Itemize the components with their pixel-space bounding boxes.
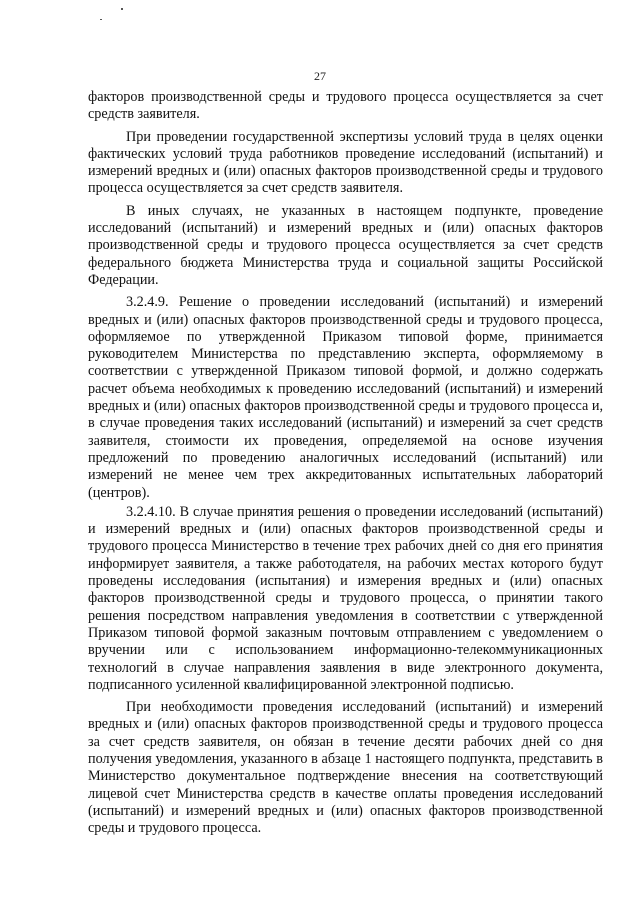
paragraph-state-expertise: При проведении государственной экспертизы условий труда в целях оценки фактических условий труда работников проведение исследований (испытаний) и измерений вредных и (или) опасных факторов производственной среды и трудового процесса осуществляется за счет средств заявителя. <box>88 128 603 197</box>
paragraph-other-cases: В иных случаях, не указанных в настоящем подпункте, проведение исследований (испытаний) и измерений вредных и (или) опасных факторов производственной среды и трудового процесса осуществляется за счет средств федерального бюджета Министерства труда и социальной защиты Российской Федерации. <box>88 202 603 288</box>
scan-speck <box>100 19 102 20</box>
paragraph-3-2-4-9: 3.2.4.9. Решение о проведении исследований (испытаний) и измерений вредных и (или) опасных факторов производственной среды и трудового процесса, оформляемое по утвержденной Приказом типовой форме, принимается руководителем Министерства по представлению эксперта, оформляемому в соответствии с утвержденной Приказом типовой формой, и должно содержать расчет объема необходимых к проведению исследований (испытаний) и измерений вредных и (или) опасных факторов производственной среды и трудового процесса и, в случае проведения таких исследований (испытаний) и измерений за счет средств заявителя, стоимости их проведения, определяемой на основе изучения предложений по проведению аналогичных исследований (испытаний) или измерений не менее чем трех аккредитованных испытательных лабораторий (центров). <box>88 294 603 501</box>
page-number: 27 <box>314 69 326 83</box>
paragraph-3-2-4-10: 3.2.4.10. В случае принятия решения о проведении исследований (испытаний) и измерений вредных и (или) опасных факторов производственной среды и трудового процесса Министерство в течение трех рабочих дней со дня его принятия информирует заявителя, а также работодателя, на рабочих местах которого будут проведены исследования (испытания) и измерения вредных и (или) опасных факторов производственной среды и трудового процесса, о принятии такого решения посредством направления уведомления в соответствии с утвержденной Приказом типовой формой заказным почтовым отправлением с уведомлением о вручении или с использованием информационно-телекоммуникационных технологий в случае направления заявления в виде электронного документа, подписанного усиленной квалифицированной электронной подписью. <box>88 503 603 693</box>
document-body <box>88 89 603 842</box>
paragraph-continuation: факторов производственной среды и трудового процесса осуществляется за счет средств заявителя. <box>88 89 603 123</box>
paragraph-applicant-payment: При необходимости проведения исследований (испытаний) и измерений вредных и (или) опасных факторов производственной среды и трудового процесса за счет средств заявителя, он обязан в течение десяти рабочих дней со дня получения уведомления, указанного в абзаце 1 настоящего подпункта, представить в Министерство документальное подтверждение внесения на соответствующий лицевой счет Министерства средств в качестве оплаты проведения исследований (испытаний) и измерений вредных и (или) опасных факторов производственной среды и трудового процесса. <box>88 699 603 837</box>
scan-speck <box>121 8 123 10</box>
